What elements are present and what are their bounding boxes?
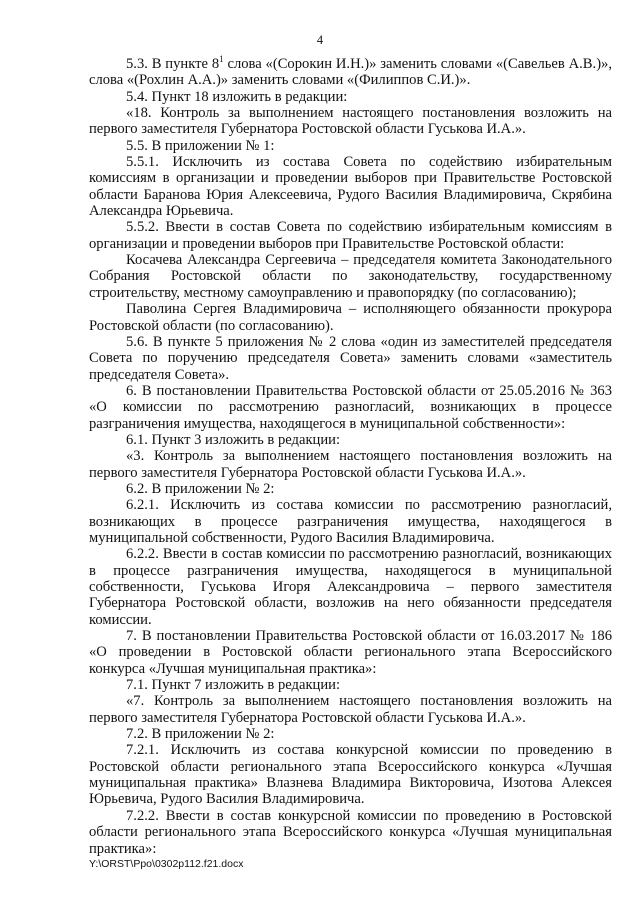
document-body bbox=[89, 56, 612, 857]
paragraph-6: 6. В постановлении Правительства Ростовской области от 25.05.2016 № 363 «О комиссии по рассмотрению разногласий, возникающих в процессе разграничения имущества, находящегося в муниципальной собственности»: bbox=[89, 382, 612, 432]
paragraph-7-2-2: 7.2.2. Ввести в состав конкурсной комиссии по проведению в Ростовской области регионального этапа Всероссийского конкурса «Лучшая муниципальная практика»: bbox=[89, 807, 612, 857]
paragraph-kosachev: Косачева Александра Сергеевича – председателя комитета Законодательного Собрания Ростовской области по законодательству, государственному строительству, местному самоуправлению и правопорядку (по согласованию); bbox=[89, 252, 612, 301]
paragraph-5-5-1: 5.5.1. Исключить из состава Совета по содействию избирательным комиссиям в организации и проведении выборов при Правительстве Ростовской области Баранова Юрия Алексеевича, Рудого Василия Владимировича, Скрябина Александра Юрьевича. bbox=[89, 154, 612, 220]
paragraph-6-2-2: 6.2.2. Ввести в состав комиссии по рассмотрению разногласий, возникающих в процессе разграничения имущества, находящегося в муниципальной собственности, Гуськова Игоря Александровича – первого заместителя Губернатора Ростовской области, возложив на него обязанности председателя комиссии. bbox=[89, 546, 612, 628]
paragraph-5-4: 5.4. Пункт 18 изложить в редакции: bbox=[126, 88, 348, 105]
paragraph-7-2-1: 7.2.1. Исключить из состава конкурсной комиссии по проведению в Ростовской области регионального этапа Всероссийского конкурса «Лучшая муниципальная практика» Влазнева Владимира Викторовича, Изотова Алексея Юрьевича, Рудого Василия Владимировича. bbox=[89, 742, 612, 808]
paragraph-6-1-text: «3. Контроль за выполнением настоящего постановления возложить на первого заместителя Губернатора Ростовской области Гуськова И.А.». bbox=[89, 448, 612, 481]
superscript: 1 bbox=[219, 54, 224, 65]
paragraph-6-2-1: 6.2.1. Исключить из состава комиссии по рассмотрению разногласий, возникающих в процессе разграничения имущества, находящегося в муниципальной собственности, Рудого Василия Владимировича. bbox=[89, 497, 612, 546]
paragraph-5-6: 5.6. В пункте 5 приложения № 2 слова «один из заместителей председателя Совета по поручению председателя Совета» заменить словами «заместитель председателя Совета». bbox=[89, 333, 612, 383]
paragraph-7-2: 7.2. В приложении № 2: bbox=[126, 726, 275, 743]
page-number: 4 bbox=[316, 33, 324, 47]
file-path-footer: Y:\ORST\Ppo\0302p112.f21.docx bbox=[89, 858, 244, 870]
paragraph-5-5: 5.5. В приложении № 1: bbox=[126, 137, 275, 154]
paragraph-6-1: 6.1. Пункт 3 изложить в редакции: bbox=[126, 431, 341, 448]
paragraph-7-1: 7.1. Пункт 7 изложить в редакции: bbox=[126, 677, 341, 694]
paragraph-7-1-text: «7. Контроль за выполнением настоящего постановления возложить на первого заместителя Губернатора Ростовской области Гуськова И.А.». bbox=[89, 693, 612, 726]
paragraph-pavolin: Паволина Сергея Владимировича – исполняющего обязанности прокурора Ростовской области (по согласованию). bbox=[89, 301, 612, 334]
paragraph-7: 7. В постановлении Правительства Ростовской области от 16.03.2017 № 186 «О проведении в Ростовской области регионального этапа Всероссийского конкурса «Лучшая муниципальная практика»: bbox=[89, 628, 612, 677]
paragraph-6-2: 6.2. В приложении № 2: bbox=[126, 480, 275, 497]
paragraph-5-3: 5.3. В пункте $8^1$ слова «(Сорокин И.Н.)» заменить словами «(Савельев А.В.)», слова «(Рохлин А.А.)» заменить словами «(Филиппов С.И.)». bbox=[89, 54, 612, 89]
paragraph-5-4-text: «18. Контроль за выполнением настоящего постановления возложить на первого заместителя Губернатора Ростовской области Гуськова И.А.». bbox=[89, 105, 612, 138]
paragraph-5-5-2: 5.5.2. Ввести в состав Совета по содействию избирательным комиссиям в организации и проведении выборов при Правительстве Ростовской области: bbox=[89, 219, 612, 252]
